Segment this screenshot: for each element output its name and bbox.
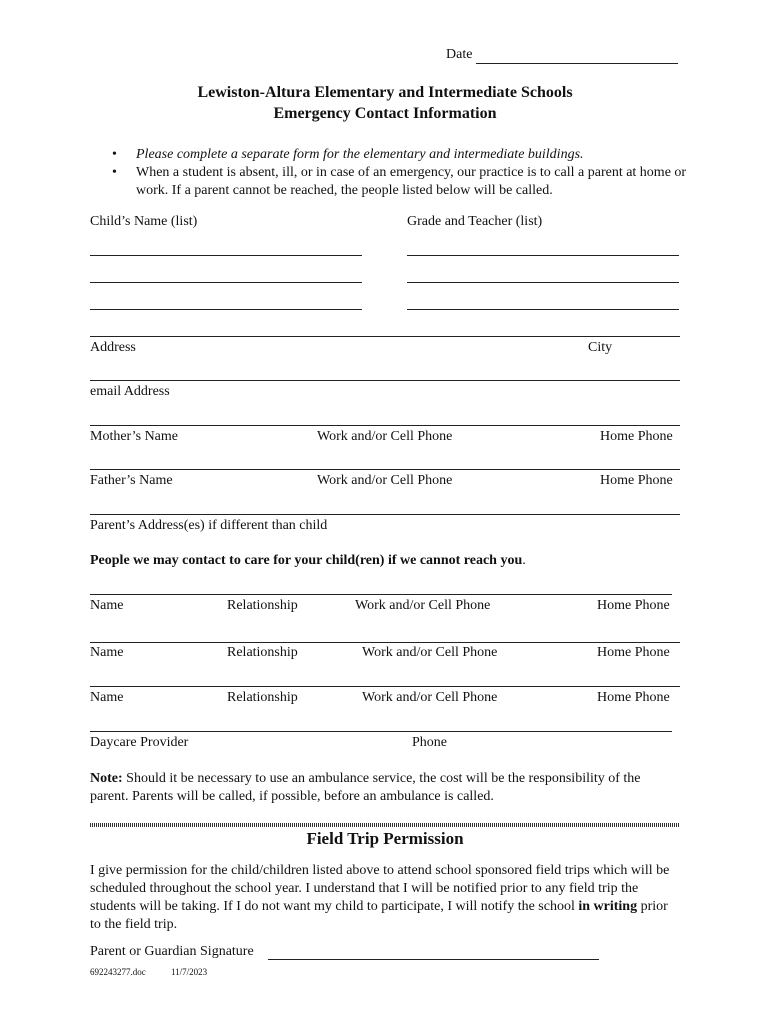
mother-name-label: Mother’s Name: [90, 429, 178, 444]
father-name-label: Father’s Name: [90, 473, 173, 488]
child-name-label: Child’s Name (list): [90, 214, 198, 229]
contacts-heading: People we may contact to care for your child(ren) if we cannot reach you.: [90, 553, 526, 568]
child-name-line[interactable]: [90, 282, 362, 283]
contact-relationship-label: Relationship: [227, 598, 298, 613]
ambulance-note: Note: Should it be necessary to use an ambulance service, the cost will be the responsibility of the parent. Parents will be called, if possible, before an ambulance is called.: [90, 771, 641, 804]
daycare-phone-label: Phone: [412, 735, 447, 750]
instructions-list: [110, 146, 690, 200]
child-name-line[interactable]: [90, 255, 362, 256]
signature-field[interactable]: [268, 959, 599, 960]
contact-work-phone-label: Work and/or Cell Phone: [362, 645, 498, 660]
contact-name-label: Name: [90, 598, 124, 613]
grade-teacher-label: Grade and Teacher (list): [407, 214, 543, 229]
signature-label: Parent or Guardian Signature: [90, 944, 254, 959]
contact-relationship-label: Relationship: [227, 690, 298, 705]
contact-relationship-label: Relationship: [227, 645, 298, 660]
address-label: Address: [90, 340, 136, 355]
mother-work-phone-label: Work and/or Cell Phone: [317, 429, 453, 444]
instruction-item: • When a student is absent, ill, or in case of an emergency, our practice is to call a parent at home or work. If a parent cannot be reached, the people listed below will be called.: [110, 164, 690, 200]
contact-line[interactable]: [90, 642, 680, 643]
daycare-line[interactable]: [90, 731, 672, 732]
form-title: Emergency Contact Information: [273, 105, 497, 122]
instruction-item: • Please complete a separate form for the elementary and intermediate buildings.: [110, 146, 690, 164]
contact-name-label: Name: [90, 645, 124, 660]
contact-home-phone-label: Home Phone: [597, 598, 670, 613]
mother-line[interactable]: [90, 425, 680, 426]
school-title: Lewiston-Altura Elementary and Intermediate Schools: [197, 84, 573, 101]
field-trip-heading: Field Trip Permission: [306, 829, 464, 848]
father-work-phone-label: Work and/or Cell Phone: [317, 473, 453, 488]
contact-line[interactable]: [90, 686, 680, 687]
contact-line[interactable]: [90, 594, 672, 595]
date-label: Date: [446, 47, 473, 62]
mother-home-phone-label: Home Phone: [600, 429, 673, 444]
contact-work-phone-label: Work and/or Cell Phone: [362, 690, 498, 705]
daycare-label: Daycare Provider: [90, 735, 189, 750]
father-line[interactable]: [90, 469, 680, 470]
date-field[interactable]: [476, 63, 678, 64]
email-line[interactable]: [90, 380, 680, 381]
grade-teacher-line[interactable]: [407, 309, 679, 310]
contact-name-label: Name: [90, 690, 124, 705]
child-name-line[interactable]: [90, 309, 362, 310]
grade-teacher-line[interactable]: [407, 255, 679, 256]
city-label: City: [588, 340, 613, 355]
address-line[interactable]: [90, 336, 680, 337]
section-divider: [90, 823, 680, 827]
contact-home-phone-label: Home Phone: [597, 645, 670, 660]
footer-doc-id: 692243277.doc: [90, 967, 146, 977]
contact-home-phone-label: Home Phone: [597, 690, 670, 705]
grade-teacher-line[interactable]: [407, 282, 679, 283]
parent-address-label: Parent’s Address(es) if different than child: [90, 518, 328, 533]
father-home-phone-label: Home Phone: [600, 473, 673, 488]
footer-date: 11/7/2023: [171, 967, 208, 977]
field-trip-permission-text: I give permission for the child/children listed above to attend school sponsored field trips which will be scheduled throughout the school year. I understand that I will be notified prior to any field trip the students will be taking. If I do not want my child to participate, I will notify the school in writing prior to the field trip.: [90, 863, 670, 932]
parent-address-line[interactable]: [90, 514, 680, 515]
email-label: email Address: [90, 384, 170, 399]
contact-work-phone-label: Work and/or Cell Phone: [355, 598, 491, 613]
